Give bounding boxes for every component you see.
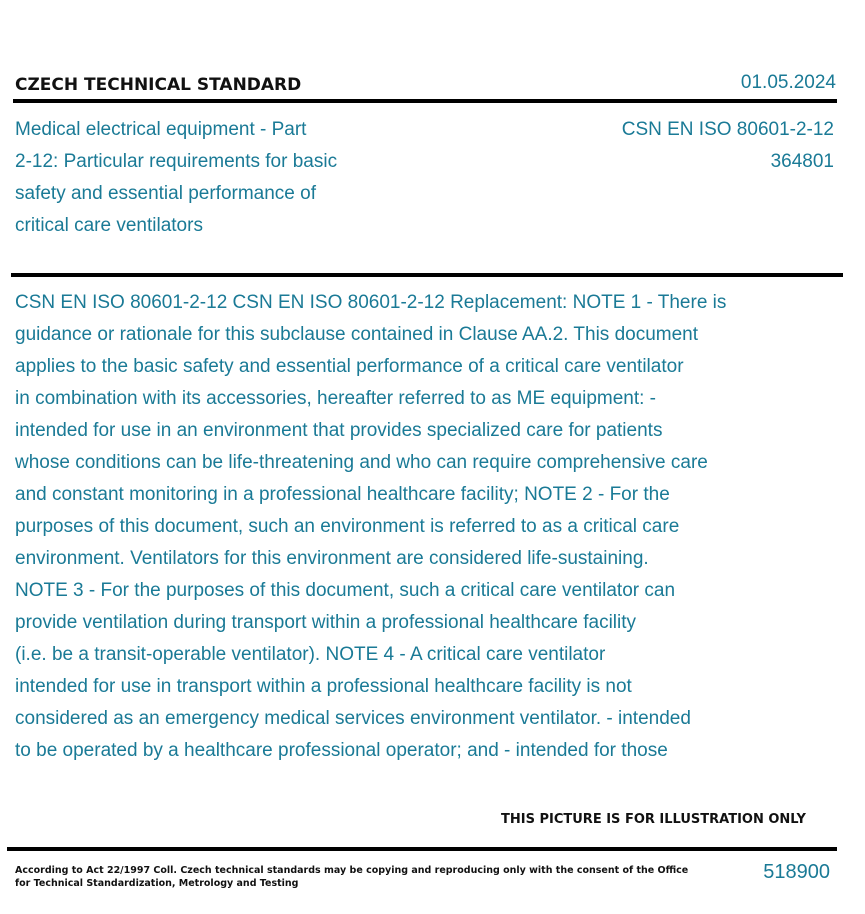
- body-text: [15, 287, 845, 767]
- footer-legal-note: [15, 864, 689, 890]
- header-label: CZECH TECHNICAL STANDARD: [15, 75, 302, 95]
- illustration-note: THIS PICTURE IS FOR ILLUSTRATION ONLY: [501, 812, 806, 827]
- header-rule: [13, 99, 837, 103]
- title-line: 2-12: Particular requirements for basic: [15, 151, 338, 172]
- title-line: Medical electrical equipment - Part: [15, 119, 307, 140]
- body-line: NOTE 3 - For the purposes of this document, such a critical care ventilator can: [15, 580, 676, 601]
- body-line: intended for use in an environment that provides specialized care for patients: [15, 420, 663, 441]
- standard-number: 364801: [770, 151, 834, 172]
- body-line: and constant monitoring in a professional healthcare facility; NOTE 2 - For the: [15, 484, 670, 505]
- body-line: purposes of this document, such an environment is referred to as a critical care: [15, 516, 680, 537]
- footer-note-line: According to Act 22/1997 Coll. Czech technical standards may be copying and reproducing only with the consent of the Office: [15, 865, 689, 876]
- body-line: CSN EN ISO 80601-2-12 CSN EN ISO 80601-2-12 Replacement: NOTE 1 - There is: [15, 292, 727, 313]
- body-line: intended for use in transport within a professional healthcare facility is not: [15, 676, 632, 697]
- footer-number: 518900: [763, 861, 830, 883]
- standard-code: CSN EN ISO 80601-2-12: [621, 119, 834, 140]
- body-line: provide ventilation during transport within a professional healthcare facility: [15, 612, 637, 633]
- body-line: environment. Ventilators for this environment are considered life-sustaining.: [15, 548, 649, 569]
- footer-note-line: for Technical Standardization, Metrology and Testing: [15, 878, 299, 889]
- body-line: guidance or rationale for this subclause contained in Clause AA.2. This document: [15, 324, 699, 345]
- standard-code-block: [622, 114, 834, 178]
- body-line: in combination with its accessories, hereafter referred to as ME equipment: -: [15, 388, 657, 409]
- body-line: considered as an emergency medical services environment ventilator. - intended: [15, 708, 691, 729]
- title-line: safety and essential performance of: [15, 183, 317, 204]
- body-line: to be operated by a healthcare professional operator; and - intended for those: [15, 740, 668, 761]
- footer-rule: [7, 847, 837, 851]
- body-line: (i.e. be a transit-operable ventilator). NOTE 4 - A critical care ventilator: [15, 644, 606, 665]
- header-date: 01.05.2024: [740, 72, 836, 93]
- standard-title: [15, 114, 415, 242]
- title-line: critical care ventilators: [15, 215, 203, 236]
- body-line: whose conditions can be life-threatening and who can require comprehensive care: [15, 452, 708, 473]
- section-rule: [11, 273, 843, 277]
- body-line: applies to the basic safety and essential performance of a critical care ventilator: [15, 356, 684, 377]
